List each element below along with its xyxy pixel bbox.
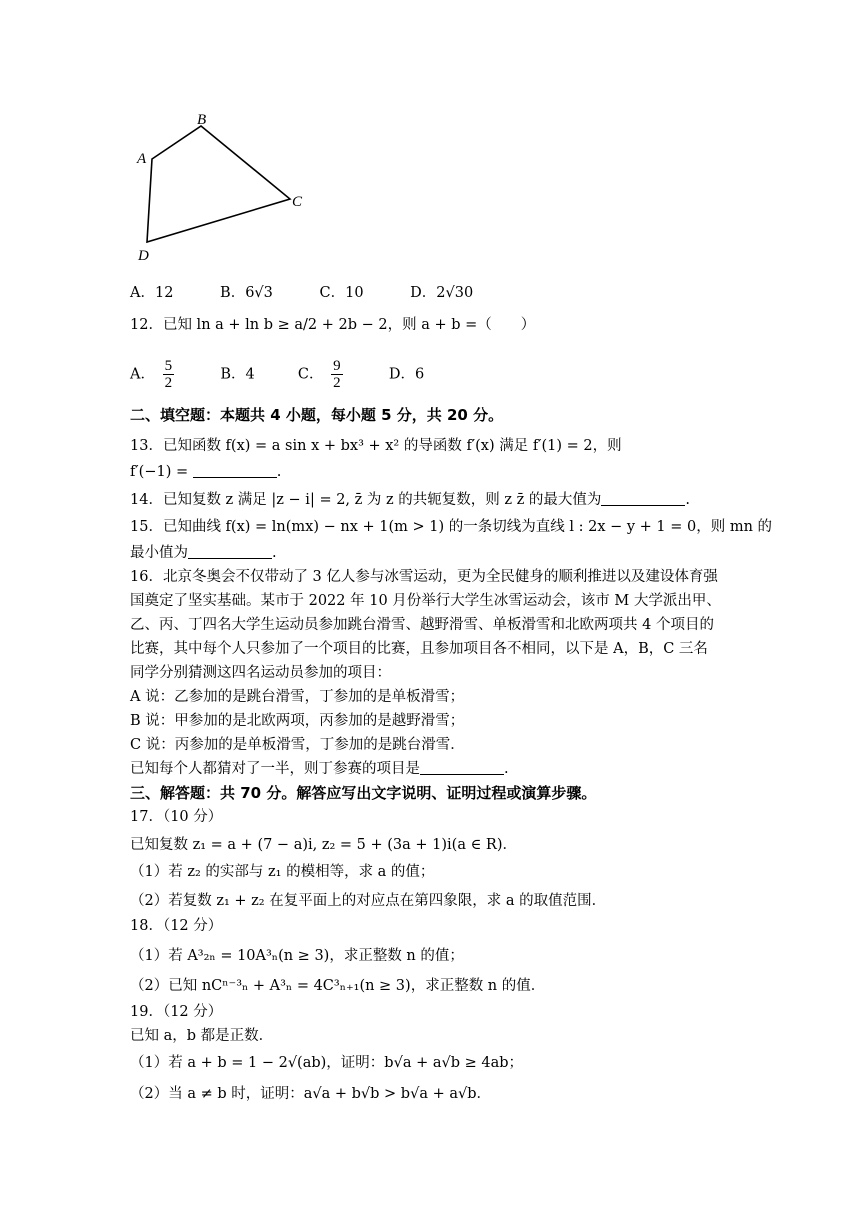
q16-line9: 已知每个人都猜对了一半，则丁参赛的项目是 . xyxy=(130,761,509,777)
q14-text: 14．已知复数 z 满足 |z − i| = 2, z̄ 为 z 的共轭复数，则 z z̄ 的最大值为 xyxy=(130,492,602,508)
q12-option-c-denominator: 2 xyxy=(333,375,341,391)
q14-answer-blank[interactable] xyxy=(601,491,685,506)
q12-option-d: D．6 xyxy=(388,366,425,383)
q17-head: 17．（10 分） xyxy=(130,809,223,825)
quadrilateral-shape xyxy=(147,126,290,242)
vertex-label-b: B xyxy=(197,112,207,128)
q17-part2: （2）若复数 z₁ + z₂ 在复平面上的对应点在第四象限，求 a 的取值范围． xyxy=(130,893,607,909)
section-3-heading: 三、解答题：共 70 分。解答应写出文字说明、证明过程或演算步骤。 xyxy=(130,784,597,802)
q12-option-c-label: C． xyxy=(297,366,324,383)
q19-part1: （1）若 a + b = 1 − 2√(ab)，证明：b√a + a√b ≥ 4ab； xyxy=(130,1055,524,1071)
q13-line2: f′(−1) = . xyxy=(130,464,282,480)
q16-line8: C 说：丙参加的是单板滑雪，丁参加的是跳台滑雪． xyxy=(130,737,465,753)
q16-line3: 乙、丙、丁四名大学生运动员参加跳台滑雪、越野滑雪、单板滑雪和北欧两项共 4 个项目的 xyxy=(130,617,714,633)
q13-answer-blank[interactable] xyxy=(193,463,277,478)
q16-line7: B 说：甲参加的是北欧两项，丙参加的是越野滑雪； xyxy=(130,713,465,729)
q16-line2: 国奠定了坚实基础。某市于 2022 年 10 月份举行大学生冰雪运动会，该市 M 大学派出甲、 xyxy=(130,593,721,609)
q12-option-a-numerator: 5 xyxy=(164,358,173,374)
q19-stem: 已知 a，b 都是正数． xyxy=(130,1028,274,1044)
q12-option-a-label: A． xyxy=(130,366,155,383)
q14-end: . xyxy=(685,492,690,508)
q13-line2-text: f′(−1) = xyxy=(130,464,193,480)
q15-line2-text: 最小值为 xyxy=(130,545,188,561)
q18-part2: （2）已知 nCⁿ⁻³ₙ + A³ₙ = 4C³ₙ₊₁(n ≥ 3)，求正整数 n 的值． xyxy=(130,978,546,994)
q12-option-a-denominator: 2 xyxy=(164,375,173,391)
q12-stem: 12．已知 ln a + ln b ≥ a/2 + 2b − 2，则 a + b =（ ） xyxy=(130,317,536,333)
q11-options xyxy=(130,283,515,303)
q13-line1: 13．已知函数 f(x) = a sin x + bx³ + x² 的导函数 f′(x) 满足 f′(1) = 2，则 xyxy=(130,438,622,454)
q16-answer-blank[interactable] xyxy=(420,760,504,775)
q15-answer-blank[interactable] xyxy=(188,544,272,559)
vertex-label-d: D xyxy=(138,248,149,264)
vertex-label-c: C xyxy=(292,194,303,210)
q16-line4: 比赛，其中每个人只参加了一个项目的比赛，且参加项目各不相同，以下是 A，B，C 三名 xyxy=(130,641,708,657)
q18-head: 18．（12 分） xyxy=(130,918,223,934)
q12-option-a-fraction xyxy=(163,358,175,391)
quadrilateral-figure xyxy=(120,100,340,270)
q19-part2: （2）当 a ≠ b 时，证明：a√a + b√b > b√a + a√b． xyxy=(130,1086,492,1102)
q14-line xyxy=(130,490,690,510)
q11-option-a: A．12 xyxy=(130,285,174,301)
section-2-heading: 二、填空题：本题共 4 小题，每小题 5 分，共 20 分。 xyxy=(130,406,504,424)
vertex-label-a: A xyxy=(137,151,147,167)
q15-line1: 15．已知曲线 f(x) = ln(mx) − nx + 1(m > 1) 的一条切线为直线 l : 2x − y + 1 = 0，则 mn 的 xyxy=(130,519,773,535)
q12-options xyxy=(130,358,424,391)
q15-line2: 最小值为 . xyxy=(130,545,277,561)
q11-option-c: C．10 xyxy=(319,285,364,301)
q16-line6: A 说：乙参加的是跳台滑雪，丁参加的是单板滑雪； xyxy=(130,689,465,705)
q12-option-c-fraction xyxy=(331,358,343,391)
q18-part1: （1）若 A³₂ₙ = 10A³ₙ(n ≥ 3)，求正整数 n 的值； xyxy=(130,948,464,964)
q17-stem: 已知复数 z₁ = a + (7 − a)i, z₂ = 5 + (3a + 1)i(a ∈ R)． xyxy=(130,837,518,853)
q19-head: 19．（12 分） xyxy=(130,1004,223,1020)
q16-last-text: 已知每个人都猜对了一半，则丁参赛的项目是 xyxy=(130,761,420,777)
q17-part1: （1）若 z₂ 的实部与 z₁ 的模相等，求 a 的值； xyxy=(130,864,435,880)
q16-line1: 16．北京冬奥会不仅带动了 3 亿人参与冰雪运动，更为全民健身的顺利推进以及建设体育强 xyxy=(130,569,718,585)
q11-option-d: D．2√30 xyxy=(410,285,474,301)
q11-option-b: B．6√3 xyxy=(220,285,273,301)
q12-option-c-numerator: 9 xyxy=(333,358,341,374)
q12-option-b: B．4 xyxy=(220,366,255,383)
q16-line5: 同学分别猜测这四名运动员参加的项目： xyxy=(130,665,391,681)
